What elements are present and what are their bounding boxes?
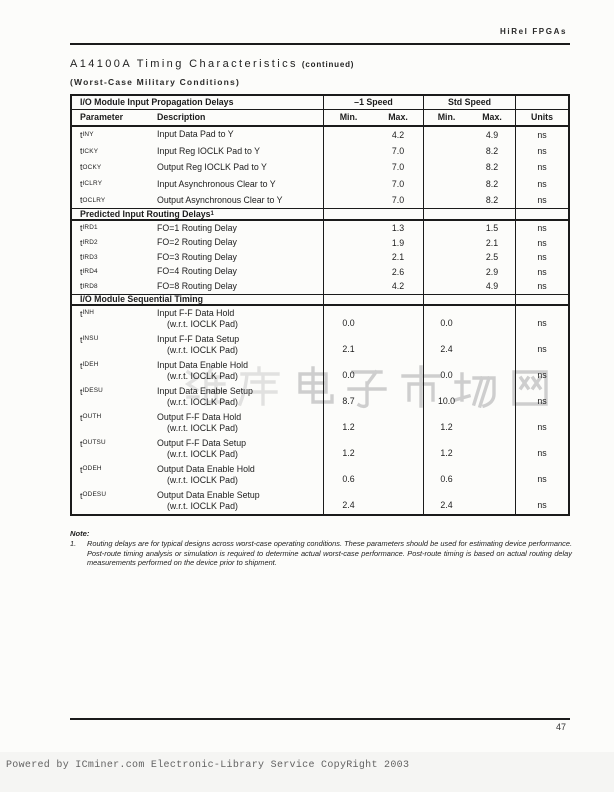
section-spacer-speed2 — [423, 295, 515, 304]
header-rule — [70, 43, 570, 45]
col-header-max2: Max. — [482, 112, 502, 122]
section-label — [72, 295, 323, 304]
max1-cell: 7.0 — [391, 195, 405, 206]
min1-cell: 1.2 — [323, 436, 373, 462]
table-row — [72, 192, 568, 208]
description-cell — [157, 127, 323, 143]
max2-cell: 4.9 — [485, 281, 499, 292]
description-cell — [157, 159, 323, 175]
max1-cell: 7.0 — [391, 178, 405, 189]
max2-cell — [469, 488, 515, 514]
section-spacer-speed1 — [323, 295, 423, 304]
min1-cell: 2.1 — [323, 332, 373, 358]
group-header-units — [515, 96, 568, 109]
parameter-cell — [72, 235, 157, 250]
max1-cell: 2.6 — [391, 266, 405, 277]
description-cell — [157, 436, 323, 462]
min2-cell — [423, 159, 469, 175]
viewer-footer-band — [0, 752, 614, 792]
parameter-subscript: ICLRY — [82, 180, 103, 188]
units-cell: ns — [515, 306, 568, 332]
min2-cell: 1.2 — [423, 436, 469, 462]
parameter-subscript: INSU — [82, 334, 99, 342]
parameter-cell — [72, 127, 157, 143]
max2-cell — [469, 410, 515, 436]
max2-cell — [469, 462, 515, 488]
note-block — [70, 529, 572, 568]
description-cell — [157, 279, 323, 294]
parameter-symbol: t — [80, 334, 83, 345]
description-line2: (w.r.t. IOCLK Pad) — [167, 422, 238, 433]
parameter-symbol: t — [80, 412, 83, 423]
min2-cell — [423, 250, 469, 265]
table-row — [72, 264, 568, 279]
section-label-text: I/O Module Sequential Timing — [80, 294, 204, 304]
max1-cell — [373, 462, 423, 488]
group-header-speed2: Std Speed — [423, 96, 515, 109]
parameter-symbol: t — [80, 360, 83, 371]
description-cell — [157, 410, 323, 436]
parameter-cell — [72, 410, 157, 436]
group-header-label: I/O Module Input Propagation Delays — [80, 97, 234, 108]
description-line1: FO=3 Routing Delay — [157, 251, 237, 262]
max2-cell: 8.2 — [485, 162, 499, 173]
min2-cell — [423, 192, 469, 208]
parameter-symbol: t — [80, 146, 83, 157]
max1-cell — [373, 306, 423, 332]
description-line2: (w.r.t. IOCLK Pad) — [167, 396, 238, 407]
page-title-continued: (continued) — [301, 60, 355, 69]
max2-cell: 8.2 — [485, 195, 499, 206]
units-cell: ns — [515, 192, 568, 208]
group-header-speed1: –1 Speed — [323, 96, 423, 109]
section-label: Predicted Input Routing Delays 1 — [80, 209, 214, 219]
table-row — [72, 127, 568, 143]
min2-cell: 0.0 — [423, 358, 469, 384]
units-cell: ns — [515, 436, 568, 462]
max2-cell: 1.5 — [485, 222, 499, 233]
max2-cell: 8.2 — [485, 146, 499, 157]
units-cell: ns — [515, 279, 568, 294]
max1-cell — [373, 488, 423, 514]
min2-cell: 1.2 — [423, 410, 469, 436]
table-row — [72, 279, 568, 294]
units-cell: ns — [515, 127, 568, 143]
table-row — [72, 384, 568, 410]
max2-cell: 4.9 — [485, 129, 499, 140]
parameter-symbol: t — [80, 464, 83, 475]
parameter-subscript: IDESU — [82, 386, 103, 394]
parameter-cell — [72, 143, 157, 159]
max1-cell: 4.2 — [391, 129, 405, 140]
note-item — [70, 539, 572, 568]
footer-credit: Powered by ICminer.com Electronic-Library Service CopyRight 2003 — [6, 760, 410, 771]
table-row — [72, 488, 568, 514]
description-line1: Input Asynchronous Clear to Y — [157, 178, 276, 189]
min1-cell — [323, 235, 373, 250]
col-header-description: Description — [157, 112, 206, 122]
parameter-symbol: t — [80, 129, 83, 140]
table-column-header-row — [72, 110, 568, 127]
parameter-symbol: t — [80, 490, 83, 501]
max2-cell — [469, 306, 515, 332]
parameter-symbol: t — [80, 162, 83, 173]
parameter-symbol: t — [80, 281, 83, 292]
parameter-symbol: t — [80, 386, 83, 397]
min2-cell: 2.4 — [423, 332, 469, 358]
page-number: 47 — [555, 722, 566, 732]
section-spacer-speed1 — [323, 209, 423, 218]
description-cell — [157, 221, 323, 236]
parameter-subscript: OCKY — [82, 163, 102, 171]
description-cell — [157, 306, 323, 332]
max1-cell — [373, 358, 423, 384]
parameter-subscript: IRD3 — [82, 253, 98, 261]
parameter-cell — [72, 358, 157, 384]
units-cell: ns — [515, 235, 568, 250]
units-cell: ns — [515, 332, 568, 358]
col-header-min1: Min. — [323, 110, 373, 125]
col-header-max1: Max. — [388, 112, 408, 122]
parameter-subscript: ODEH — [82, 464, 102, 472]
description-cell — [157, 462, 323, 488]
description-line1: FO=2 Routing Delay — [157, 237, 237, 248]
units-cell: ns — [515, 159, 568, 175]
parameter-subscript: IRD8 — [82, 282, 98, 290]
units-cell: ns — [515, 176, 568, 192]
units-cell: ns — [515, 488, 568, 514]
min2-cell: 0.0 — [423, 306, 469, 332]
note-label: Note: — [70, 529, 90, 538]
parameter-symbol: t — [80, 308, 83, 319]
table-row — [72, 221, 568, 236]
parameter-symbol: t — [80, 195, 83, 206]
parameter-cell — [72, 264, 157, 279]
parameter-cell — [72, 384, 157, 410]
min1-cell — [323, 127, 373, 143]
description-cell — [157, 384, 323, 410]
description-cell — [157, 176, 323, 192]
parameter-cell — [72, 159, 157, 175]
min2-cell — [423, 143, 469, 159]
max2-cell — [469, 332, 515, 358]
table-row — [72, 436, 568, 462]
parameter-symbol: t — [80, 222, 83, 233]
description-cell — [157, 358, 323, 384]
units-cell: ns — [515, 264, 568, 279]
section-spacer-units — [515, 295, 568, 304]
min1-cell: 8.7 — [323, 384, 373, 410]
table-row — [72, 250, 568, 265]
table-row — [72, 159, 568, 175]
section-label-text: Predicted Input Routing Delays — [80, 209, 211, 219]
description-cell — [157, 192, 323, 208]
description-cell — [157, 250, 323, 265]
parameter-subscript: IRD2 — [82, 239, 98, 247]
parameter-symbol: t — [80, 178, 83, 189]
parameter-subscript: IRD1 — [82, 224, 98, 232]
min1-cell — [323, 264, 373, 279]
table-row — [72, 358, 568, 384]
description-line1: Input F-F Data Hold — [157, 308, 235, 319]
table-section-row — [72, 208, 568, 220]
min2-cell: 2.4 — [423, 488, 469, 514]
parameter-subscript: OUTSU — [82, 438, 106, 446]
table-section-row — [72, 294, 568, 306]
max1-cell: 4.2 — [391, 281, 405, 292]
col-header-units: Units — [515, 110, 568, 125]
parameter-subscript: INH — [82, 308, 95, 316]
description-line1: Output Reg IOCLK Pad to Y — [157, 162, 267, 173]
parameter-cell — [72, 176, 157, 192]
description-line2: (w.r.t. IOCLK Pad) — [167, 448, 238, 459]
parameter-symbol: t — [80, 252, 83, 263]
description-line1: Input Reg IOCLK Pad to Y — [157, 145, 261, 156]
max1-cell — [373, 436, 423, 462]
page-subtitle: (Worst-Case Military Conditions) — [70, 77, 241, 87]
max1-cell — [373, 384, 423, 410]
min1-cell — [323, 159, 373, 175]
description-line2: (w.r.t. IOCLK Pad) — [167, 474, 238, 485]
min2-cell — [423, 235, 469, 250]
table-row — [72, 410, 568, 436]
description-line1: FO=1 Routing Delay — [157, 222, 237, 233]
min1-cell: 1.2 — [323, 410, 373, 436]
description-line2: (w.r.t. IOCLK Pad) — [167, 344, 238, 355]
description-line1: Input Data Pad to Y — [157, 129, 234, 140]
parameter-subscript: INY — [82, 131, 94, 139]
description-line1: Output F-F Data Setup — [157, 438, 246, 449]
description-line1: Output Data Enable Setup — [157, 490, 260, 501]
parameter-cell — [72, 462, 157, 488]
parameter-subscript: IDEH — [82, 360, 99, 368]
timing-table — [70, 94, 570, 516]
units-cell: ns — [515, 358, 568, 384]
units-cell: ns — [515, 462, 568, 488]
description-line2: (w.r.t. IOCLK Pad) — [167, 370, 238, 381]
col-header-parameter: Parameter — [80, 112, 124, 122]
table-row — [72, 143, 568, 159]
max1-cell: 1.3 — [391, 222, 405, 233]
description-cell — [157, 488, 323, 514]
note-number: 1. — [70, 539, 77, 548]
table-row — [72, 306, 568, 332]
page-title-text: A14100A Timing Characteristics — [70, 58, 298, 70]
description-line1: Input Data Enable Hold — [157, 360, 248, 371]
max2-cell — [469, 436, 515, 462]
parameter-cell — [72, 221, 157, 236]
parameter-cell — [72, 488, 157, 514]
parameter-cell — [72, 192, 157, 208]
description-cell — [157, 235, 323, 250]
description-cell — [157, 264, 323, 279]
parameter-subscript: OUTH — [82, 412, 102, 420]
max2-cell: 2.9 — [485, 266, 499, 277]
parameter-symbol: t — [80, 438, 83, 449]
table-row — [72, 176, 568, 192]
description-line1: Output Data Enable Hold — [157, 464, 255, 475]
max2-cell: 2.5 — [485, 252, 499, 263]
max2-cell — [469, 384, 515, 410]
max2-cell — [469, 358, 515, 384]
running-header: HiRel FPGAs — [500, 27, 567, 36]
min1-cell: 0.0 — [323, 306, 373, 332]
note-text: Routing delays are for typical designs across worst-case operating conditions. These parameters should be used for estimating device performance. Post-route timing analysis or simulation is required to determine actual worst-case performance. Post-route timing is based on actual routing delay measurements performed on the device prior to shipment. — [87, 539, 572, 568]
max1-cell: 7.0 — [391, 146, 405, 157]
parameter-subscript: IRD4 — [82, 268, 98, 276]
parameter-subscript: ICKY — [82, 147, 99, 155]
description-cell — [157, 143, 323, 159]
units-cell: ns — [515, 250, 568, 265]
min2-cell — [423, 264, 469, 279]
parameter-symbol: t — [80, 237, 83, 248]
units-cell: ns — [515, 143, 568, 159]
parameter-symbol: t — [80, 266, 83, 277]
parameter-cell — [72, 436, 157, 462]
min1-cell — [323, 192, 373, 208]
description-line1: FO=8 Routing Delay — [157, 281, 237, 292]
description-line1: Output F-F Data Hold — [157, 412, 242, 423]
min2-cell: 10.0 — [423, 384, 469, 410]
description-line2: (w.r.t. IOCLK Pad) — [167, 500, 238, 511]
table-body — [72, 127, 568, 514]
col-header-min2: Min. — [423, 110, 469, 125]
min2-cell — [423, 279, 469, 294]
table-row — [72, 332, 568, 358]
table-group-header-row — [72, 96, 568, 110]
parameter-cell — [72, 250, 157, 265]
parameter-subscript: OCLRY — [82, 196, 106, 204]
table-row — [72, 235, 568, 250]
page-title — [70, 58, 354, 70]
min1-cell — [323, 176, 373, 192]
description-line2: (w.r.t. IOCLK Pad) — [167, 318, 238, 329]
min2-cell — [423, 176, 469, 192]
min1-cell: 0.0 — [323, 358, 373, 384]
max2-cell: 2.1 — [485, 237, 499, 248]
min1-cell — [323, 250, 373, 265]
units-cell: ns — [515, 221, 568, 236]
units-cell: ns — [515, 384, 568, 410]
min1-cell — [323, 143, 373, 159]
description-line1: Input Data Enable Setup — [157, 386, 253, 397]
footer-rule — [70, 718, 570, 720]
parameter-cell — [72, 332, 157, 358]
min2-cell — [423, 221, 469, 236]
min1-cell: 0.6 — [323, 462, 373, 488]
max1-cell: 2.1 — [391, 252, 405, 263]
parameter-cell — [72, 306, 157, 332]
max1-cell: 7.0 — [391, 162, 405, 173]
description-line1: Output Asynchronous Clear to Y — [157, 194, 283, 205]
section-spacer-speed2 — [423, 209, 515, 218]
min2-cell: 0.6 — [423, 462, 469, 488]
max2-cell: 8.2 — [485, 178, 499, 189]
min2-cell — [423, 127, 469, 143]
max1-cell — [373, 332, 423, 358]
units-cell: ns — [515, 410, 568, 436]
parameter-cell — [72, 279, 157, 294]
description-cell — [157, 332, 323, 358]
min1-cell: 2.4 — [323, 488, 373, 514]
min1-cell — [323, 221, 373, 236]
max1-cell — [373, 410, 423, 436]
description-line1: Input F-F Data Setup — [157, 334, 240, 345]
description-line1: FO=4 Routing Delay — [157, 266, 237, 277]
parameter-subscript: ODESU — [82, 490, 107, 498]
table-row — [72, 462, 568, 488]
min1-cell — [323, 279, 373, 294]
section-spacer-units — [515, 209, 568, 218]
max1-cell: 1.9 — [391, 237, 405, 248]
